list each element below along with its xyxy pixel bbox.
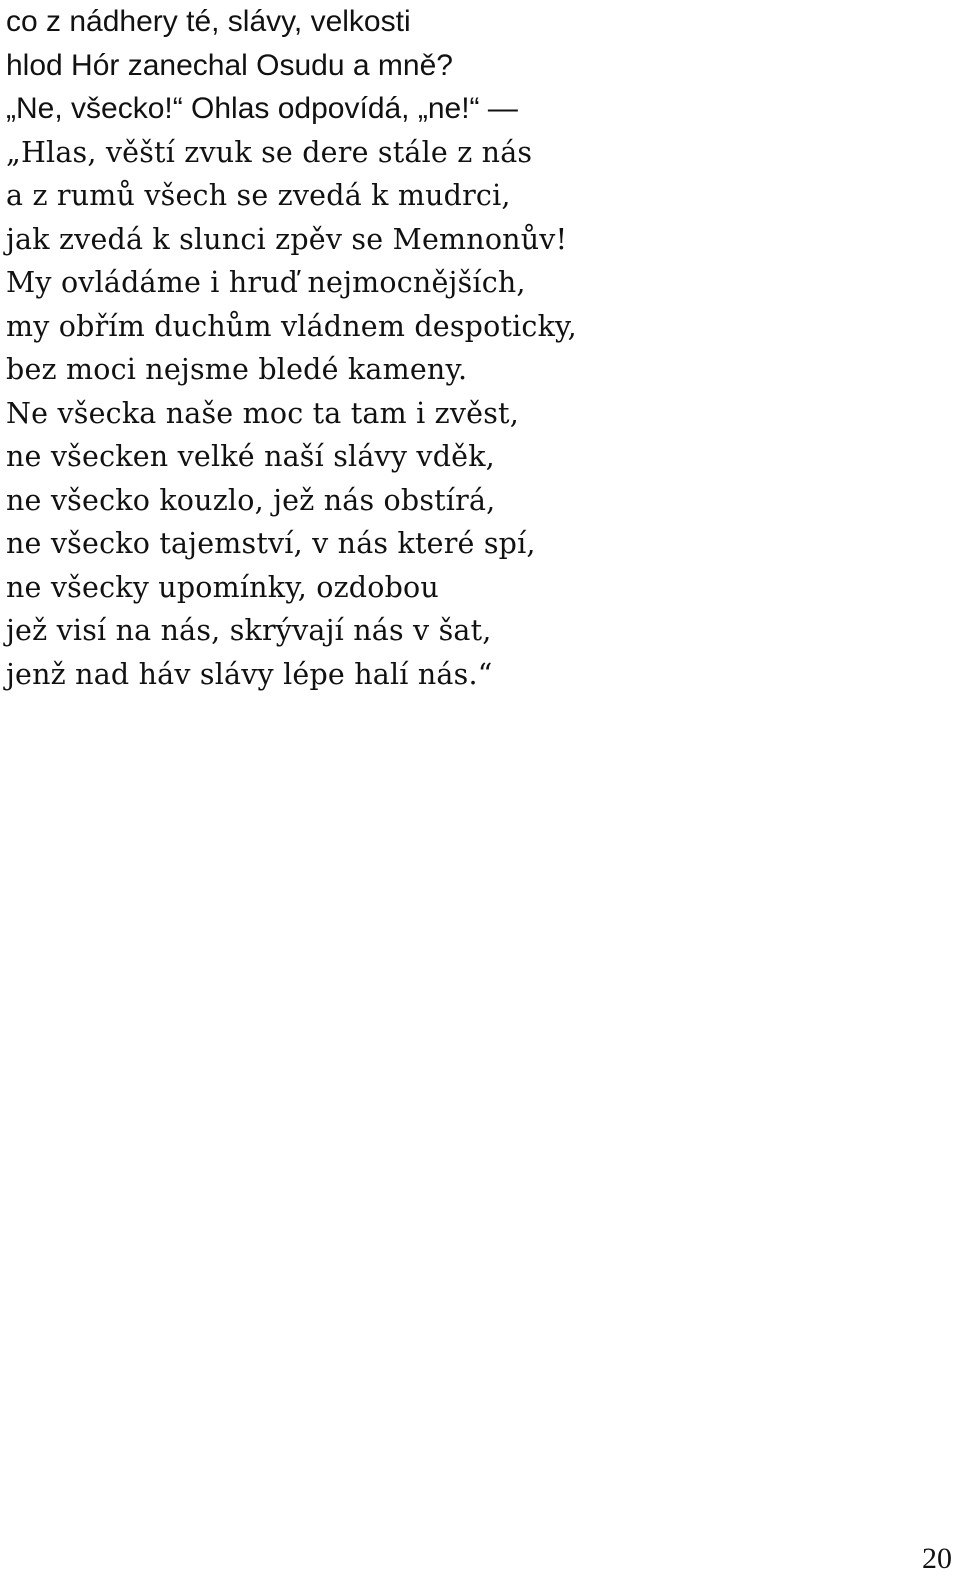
page-number: 20 <box>922 1542 952 1575</box>
poem-line: jež visí na nás, skrývají nás v šat, <box>6 614 492 647</box>
poem-line: „Ne, všecko!“ Ohlas odpovídá, „ne!“ — <box>6 92 518 125</box>
poem-line: ne všecky upomínky, ozdobou <box>6 570 439 604</box>
poem-line: My ovládáme i hruď nejmocnějších, <box>6 266 526 299</box>
poem-line: ne všecko kouzlo, jež nás obstírá, <box>6 483 496 517</box>
poem-line: jak zvedá k slunci zpěv se Memnonův! <box>6 222 568 256</box>
poem-line: „Hlas, věští zvuk se dere stále z nás <box>6 135 533 169</box>
poem-line: ne všecko tajemství, v nás které spí, <box>6 527 536 560</box>
poem-line: bez moci nejsme bledé kameny. <box>6 353 468 386</box>
poem-line: a z rumů všech se zvedá k mudrci, <box>6 179 511 212</box>
poem-line: ne všecken velké naší slávy vděk, <box>6 440 495 473</box>
poem-line: Ne všecka naše moc ta tam i zvěst, <box>6 396 519 430</box>
poem-line: jenž nad háv slávy lépe halí nás.“ <box>6 657 493 691</box>
poem-line: my obřím duchům vládnem despoticky, <box>6 309 577 343</box>
poem-line: hlod Hór zanechal Osudu a mně? <box>6 48 453 82</box>
poem-text <box>6 0 946 696</box>
poem-line: co z nádhery té, slávy, velkosti <box>6 5 411 38</box>
